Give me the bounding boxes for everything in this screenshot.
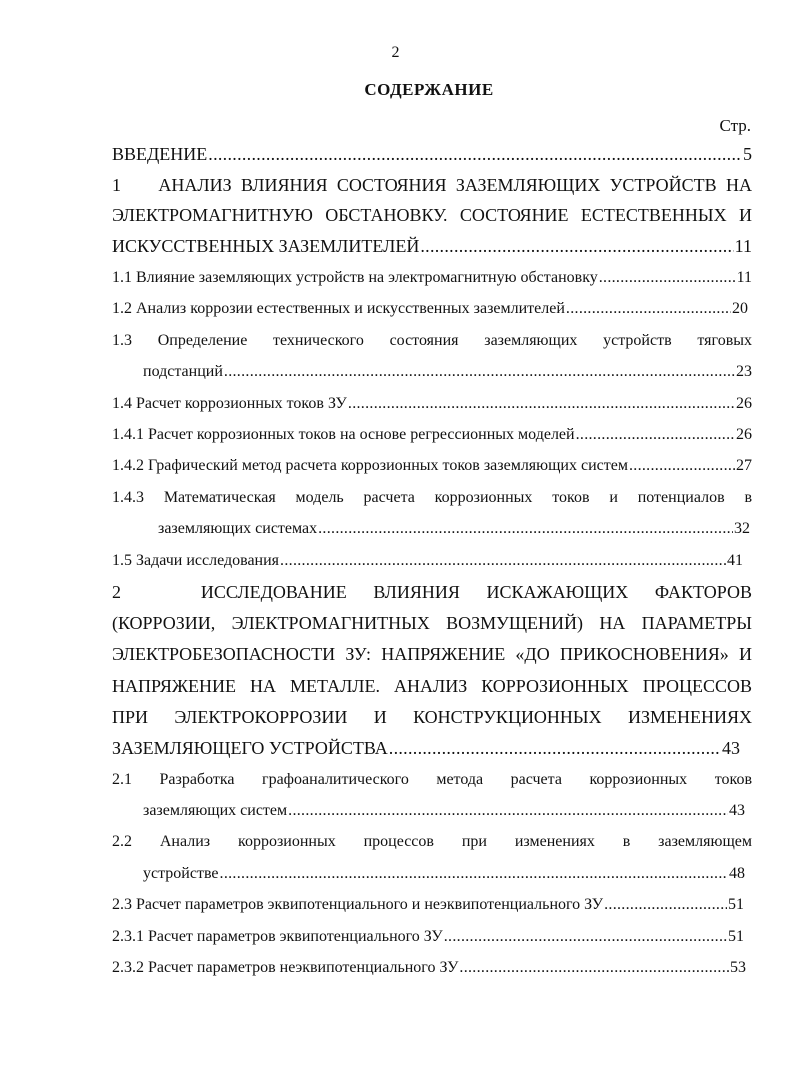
toc-entry-page: 11 [734, 236, 752, 256]
toc-entry-1-3-line-2[interactable] [143, 363, 752, 381]
toc-entry-text: 1.4.1 Расчет коррозионных токов на основе регрессионных моделей [112, 426, 575, 443]
leader-dots [288, 802, 728, 820]
toc-entry-2-3[interactable] [112, 896, 744, 914]
toc-entry-text: 1.4 Расчет коррозионных токов ЗУ [112, 395, 347, 412]
leader-dots [208, 144, 742, 165]
leader-dots [224, 363, 735, 381]
toc-chapter-2-line-6[interactable] [112, 738, 740, 759]
toc-entry-text: заземляющих систем [143, 802, 288, 819]
toc-chapter-2-line-1[interactable]: 2 ИССЛЕДОВАНИЕ ВЛИЯНИЯ ИСКАЖАЮЩИХ ФАКТОРОВ [112, 582, 752, 602]
toc-chapter-1-line-1[interactable]: 1 АНАЛИЗ ВЛИЯНИЯ СОСТОЯНИЯ ЗАЗЕМЛЯЮЩИХ УСТРОЙСТВ НА [112, 175, 752, 195]
toc-entry-page: 51 [728, 928, 744, 945]
toc-entry-text: 1.2 Анализ коррозии естественных и искусственных заземлителей [112, 300, 565, 317]
page-number: 2 [391, 44, 400, 61]
leader-dots [459, 959, 729, 977]
toc-entry-2-3-2[interactable] [112, 959, 746, 977]
leader-dots [318, 520, 733, 538]
toc-entry-1-4-3-line-1[interactable]: 1.4.3 Математическая модель расчета коррозионных токов и потенциалов в [112, 489, 752, 506]
toc-entry-page: 26 [736, 426, 752, 443]
leader-dots [348, 395, 735, 413]
toc-entry-page: 20 [732, 300, 748, 317]
toc-entry-text: ЗАЗЕМЛЯЮЩЕГО УСТРОЙСТВА [112, 738, 388, 758]
toc-entry-text: 2.3 Расчет параметров эквипотенциального и неэквипотенциального ЗУ [112, 896, 604, 913]
toc-chapter-1-line-3[interactable] [112, 236, 752, 257]
toc-entry-page: 43 [722, 738, 740, 758]
page-title: СОДЕРЖАНИЕ [364, 80, 494, 99]
toc-entry-1-4-2[interactable] [112, 457, 752, 475]
toc-entry-1-3-line-1[interactable]: 1.3 Определение технического состояния заземляющих устройств тяговых [112, 332, 752, 349]
toc-entry-text: 2.3.1 Расчет параметров эквипотенциального ЗУ [112, 928, 443, 945]
toc-entry-page: 5 [743, 144, 752, 164]
leader-dots [420, 236, 733, 257]
leader-dots [444, 928, 727, 946]
toc-entry-text: 2.3.2 Расчет параметров неэквипотенциального ЗУ [112, 959, 459, 976]
toc-entry-intro[interactable] [112, 144, 752, 165]
toc-entry-text: устройстве [143, 865, 219, 882]
toc-entry-2-2-line-2[interactable] [143, 865, 745, 883]
toc-entry-2-1-line-1[interactable]: 2.1 Разработка графоаналитического метода расчета коррозионных токов [112, 771, 752, 788]
toc-entry-page: 32 [734, 520, 750, 537]
toc-entry-1-4[interactable] [112, 395, 752, 413]
toc-chapter-2-line-2[interactable]: (КОРРОЗИИ, ЭЛЕКТРОМАГНИТНЫХ ВОЗМУЩЕНИЙ) НА ПАРАМЕТРЫ [112, 613, 752, 633]
toc-entry-page: 11 [736, 269, 752, 286]
toc-entry-text: ИСКУССТВЕННЫХ ЗАЗЕМЛИТЕЛЕЙ [112, 236, 420, 256]
toc-entry-page: 23 [736, 363, 752, 380]
leader-dots [604, 896, 727, 914]
leader-dots [220, 865, 728, 883]
toc-entry-text: 1.1 Влияние заземляющих устройств на электромагнитную обстановку [112, 269, 598, 286]
toc-entry-1-1[interactable] [112, 269, 752, 287]
toc-entry-2-2-line-1[interactable]: 2.2 Анализ коррозионных процессов при изменениях в заземляющем [112, 833, 752, 850]
toc-chapter-2-line-3[interactable]: ЭЛЕКТРОБЕЗОПАСНОСТИ ЗУ: НАПРЯЖЕНИЕ «ДО ПРИКОСНОВЕНИЯ» И [112, 644, 752, 664]
toc-entry-page: 48 [729, 865, 745, 882]
toc-entry-page: 26 [736, 395, 752, 412]
leader-dots [576, 426, 735, 444]
toc-entry-1-4-3-line-2[interactable] [158, 520, 750, 538]
toc-entry-page: 53 [730, 959, 746, 976]
leader-dots [280, 552, 726, 570]
toc-entry-1-5[interactable] [112, 552, 743, 570]
toc-entry-1-4-1[interactable] [112, 426, 752, 444]
page-column-label: Стр. [719, 116, 751, 135]
toc-chapter-2-line-4[interactable]: НАПРЯЖЕНИЕ НА МЕТАЛЛЕ. АНАЛИЗ КОРРОЗИОННЫХ ПРОЦЕССОВ [112, 676, 752, 696]
toc-entry-2-1-line-2[interactable] [143, 802, 745, 820]
toc-entry-text: 1.4.2 Графический метод расчета коррозионных токов заземляющих систем [112, 457, 628, 474]
toc-entry-2-3-1[interactable] [112, 928, 744, 946]
toc-chapter-1-line-2[interactable]: ЭЛЕКТРОМАГНИТНУЮ ОБСТАНОВКУ. СОСТОЯНИЕ ЕСТЕСТВЕННЫХ И [112, 205, 752, 225]
toc-entry-text: подстанций [143, 363, 223, 380]
toc-entry-1-2[interactable] [112, 300, 748, 318]
leader-dots [599, 269, 736, 287]
toc-entry-text: ВВЕДЕНИЕ [112, 144, 208, 164]
toc-entry-page: 43 [729, 802, 745, 819]
leader-dots [389, 738, 721, 759]
toc-entry-text: заземляющих системах [158, 520, 318, 537]
leader-dots [566, 300, 731, 318]
leader-dots [629, 457, 735, 475]
toc-entry-page: 27 [736, 457, 752, 474]
toc-chapter-2-line-5[interactable]: ПРИ ЭЛЕКТРОКОРРОЗИИ И КОНСТРУКЦИОННЫХ ИЗМЕНЕНИЯХ [112, 707, 752, 727]
toc-entry-text: 1.5 Задачи исследования [112, 552, 280, 569]
toc-entry-page: 51 [728, 896, 744, 913]
toc-entry-page: 41 [727, 552, 743, 569]
